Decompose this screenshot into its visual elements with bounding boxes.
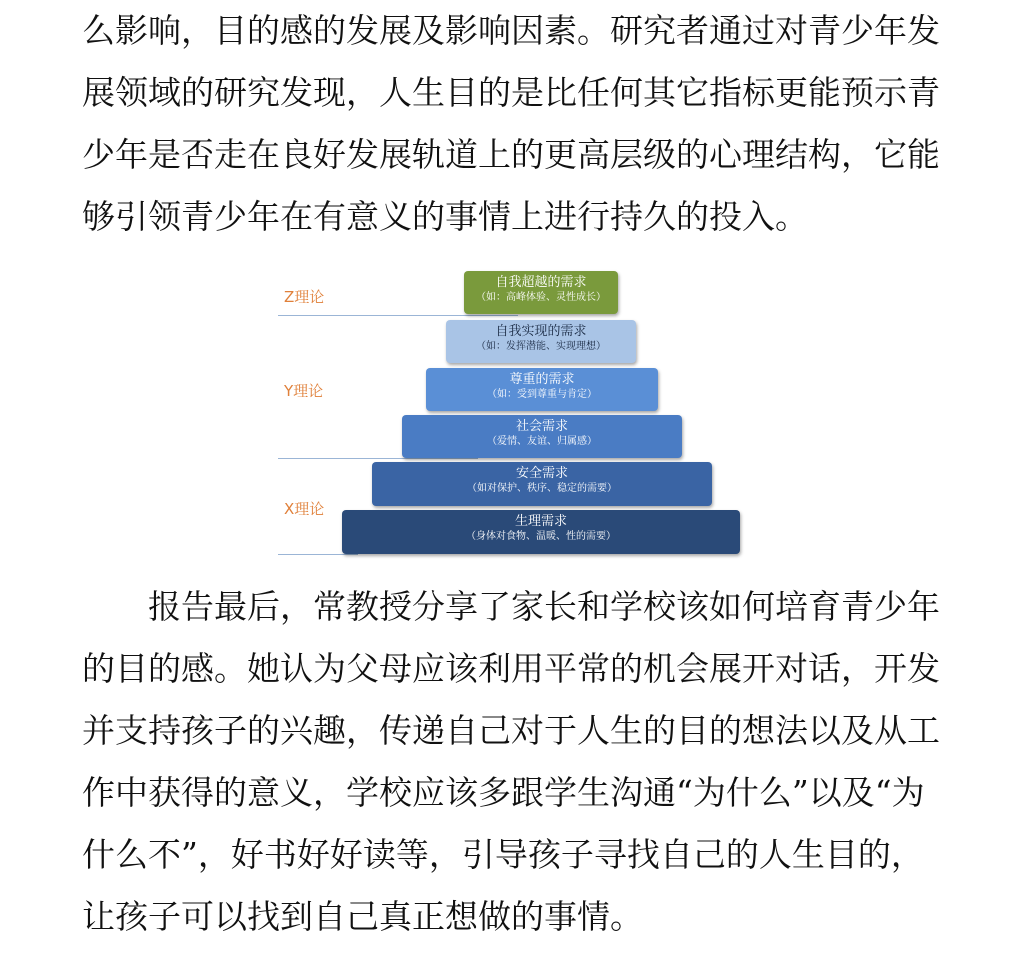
theory-label-z: Z理论 [284,288,325,306]
tier-title: 社会需求 [515,419,568,434]
tier-social [402,415,682,458]
text-line: 够引领青少年在有意义的事情上进行持久的投入。 [82,197,808,236]
tier-self-actualization [446,320,636,363]
separator-line [278,458,478,459]
paragraph-intro [82,0,942,248]
needs-pyramid-figure [270,268,750,560]
tier-title: 安全需求 [515,466,568,481]
tier-title: 生理需求 [514,514,567,529]
text-line: 少年是否走在良好发展轨道上的更高层级的心理结构，它能 [82,135,940,174]
tier-esteem [426,368,658,411]
tier-title: 自我实现的需求 [495,324,587,339]
text-line: 么影响，目的感的发展及影响因素。研究者通过对青少年发 [82,11,940,50]
tier-subtitle: （身体对食物、温暖、性的需要） [466,531,616,542]
tier-title: 自我超越的需求 [495,275,587,290]
text-line: 展领域的研究发现，人生目的是比任何其它指标更能预示青 [82,73,940,112]
text-line: 报告最后，常教授分享了家长和学校该如何培育青少年 [82,587,940,626]
tier-subtitle: （如：发挥潜能、实现理想） [476,341,606,352]
theory-label-y: Y理论 [284,382,324,400]
tier-subtitle: （如：受到尊重与肯定） [487,389,597,400]
text-line: 的目的感。她认为父母应该利用平常的机会展开对话，开发 [82,649,940,688]
theory-label-x: X理论 [284,500,325,518]
separator-line [278,554,358,555]
tier-subtitle: （如：高峰体验、灵性成长） [476,292,606,303]
tier-physiological [342,510,740,554]
text-line: 让孩子可以找到自己真正想做的事情。 [82,897,643,936]
tier-title: 尊重的需求 [509,372,575,387]
text-line: 作中获得的意义，学校应该多跟学生沟通“为什么”以及“为 [82,773,925,812]
paragraph-conclusion [82,576,942,948]
text-line: 并支持孩子的兴趣，传递自己对于人生的目的想法以及从工 [82,711,940,750]
text-line: 什么不”，好书好好读等，引导孩子寻找自己的人生目的， [82,835,924,874]
tier-subtitle: （爱情、友谊、归属感） [487,436,597,447]
tier-self-transcendence [464,271,618,314]
tier-subtitle: （如对保护、秩序、稳定的需要） [467,483,617,494]
tier-safety [372,462,712,506]
separator-line [278,315,518,316]
